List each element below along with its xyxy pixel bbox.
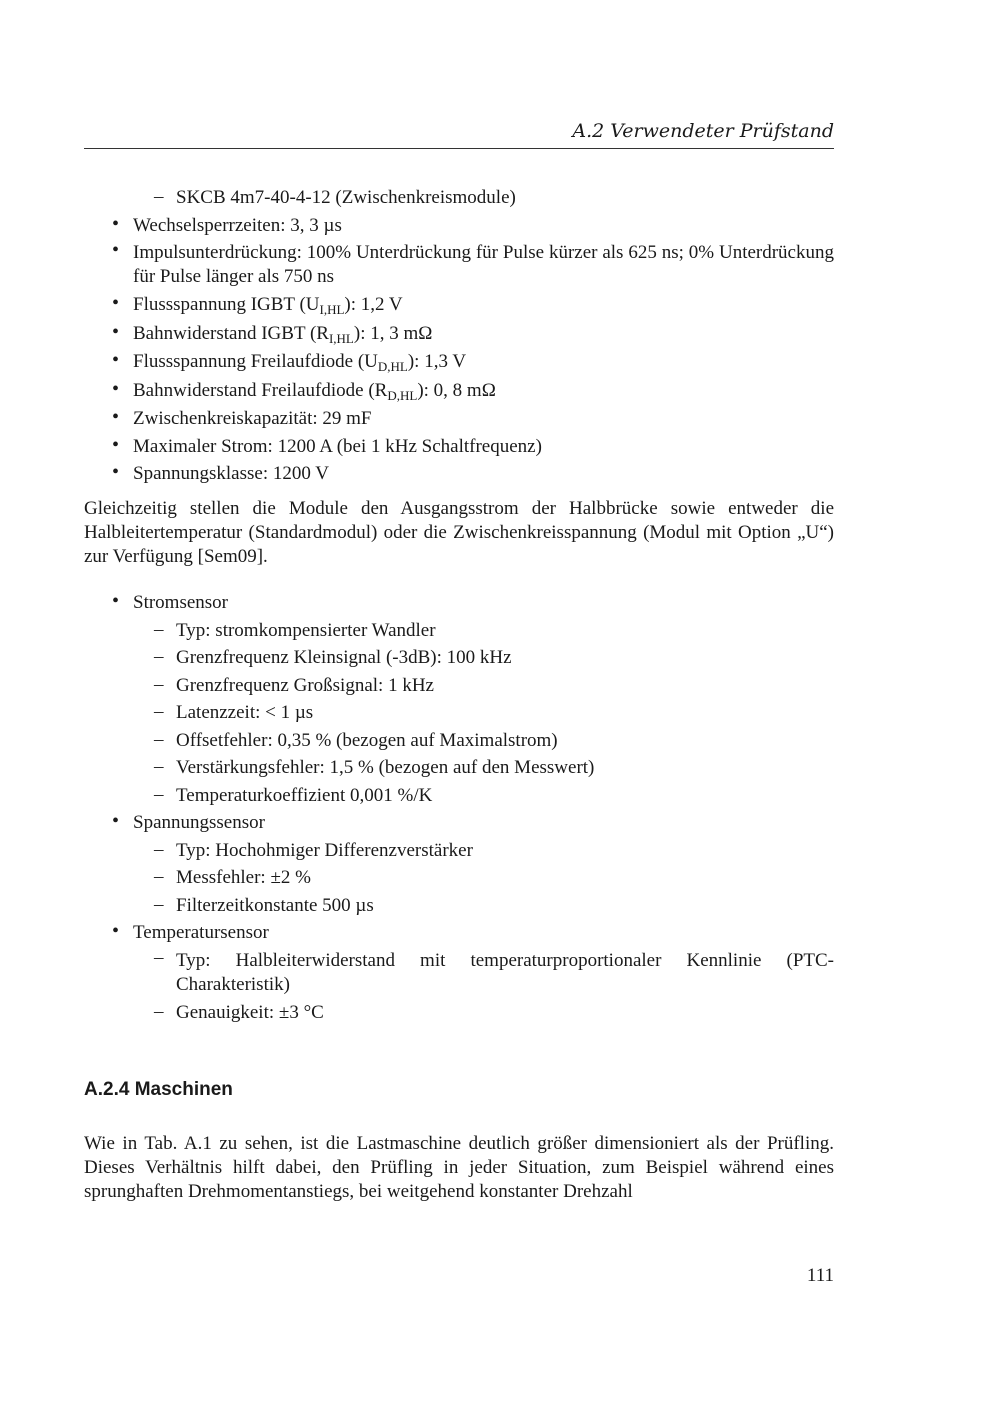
dash-marker: – [154,946,164,968]
bullet-marker: • [112,433,120,456]
list-item: • Temperatursensor [84,919,834,947]
list-item: • Stromsensor [84,589,834,617]
dash-marker: – [154,618,164,640]
list-item: • Bahnwiderstand Freilaufdiode $(R_{D,HL})$: 0, 8 mΩ [112,377,496,403]
header-rule [84,148,834,149]
dash-marker: – [154,728,164,750]
bullet-marker: • [112,212,120,235]
list-item: • Bahnwiderstand IGBT $(R_{I,HL})$: 1, 3 mΩ [112,320,433,346]
list-item: – Temperaturkoeffizient 0,001 %/K [84,782,834,810]
list-item: – Grenzfrequenz Kleinsignal (-3dB): 100 kHz [84,644,834,672]
list-item: – Typ: Halbleiterwiderstand mit temperaturproportionaler Kennlinie (PTC-Charakteristik) [154,946,834,995]
dash-marker: – [154,1000,164,1022]
list-item: – Genauigkeit: ±3 °C [84,999,834,1027]
paragraph: Gleichzeitig stellen die Module den Ausgangsstrom der Halbbrücke sowie entweder die Halbleitertemperatur (Standardmodul) oder die Zwischenkreisspannung (Modul mit Option „U“) zur Verfügung [Sem09]. [84,498,834,567]
sensor-list [84,589,834,1026]
dash-marker: – [154,838,164,860]
bullet-marker: • [112,461,120,483]
paragraph: Wie in Tab. A.1 zu sehen, ist die Lastmaschine deutlich größer dimensioniert als der Prüfling. Dieses Verhältnis hilft dabei, den Prüfling in jeder Situation, zum Beispiel während eines sprunghaften Drehmomentanstiegs, bei weitgehend konstanter Drehzahl [84,1133,834,1202]
bullet-marker: • [112,349,120,371]
bullet-marker: • [112,406,120,428]
section-title: A.2.4 Maschinen [84,1079,233,1100]
list-item: – Typ: stromkompensierter Wandler [84,617,834,645]
bullet-marker: • [112,320,120,343]
bullet-marker: • [112,810,120,832]
list-item: – Messfehler: ±2 % [84,864,834,892]
dash-marker: – [154,646,164,667]
bullet-marker: • [112,239,120,261]
dash-marker: – [154,186,164,207]
dash-marker: – [154,701,164,722]
list-item: – Grenzfrequenz Großsignal: 1 kHz [84,672,834,700]
list-item: • Wechselsperrzeiten: 3, 3 µs [84,212,834,240]
bullet-marker: • [112,292,120,314]
dash-marker: – [154,866,164,887]
list-item: • Zwischenkreiskapazität: 29 mF [84,405,834,433]
list-item: • Maximaler Strom: 1200 A (bei 1 kHz Schaltfrequenz) [84,433,834,461]
page-number: 111 [806,1265,834,1286]
list-item: • Impulsunterdrückung: 100% Unterdrückung für Pulse kürzer als 625 ns; 0% Unterdrückung für Pulse länger als 750 ns [112,239,834,287]
bullet-marker: • [112,590,120,612]
bullet-marker: • [112,920,120,942]
list-item: – SKCB 4m7-40-4-12 (Zwischenkreismodule) [84,184,834,212]
bullet-marker: • [112,377,120,400]
list-item: – Filterzeitkonstante 500 µs [84,892,834,920]
spec-list [84,184,834,488]
dash-marker: – [154,893,164,915]
list-item: • Spannungssensor [84,809,834,837]
list-item: – Latenzzeit: < 1 µs [84,699,834,727]
list-item: – Offsetfehler: 0,35 % (bezogen auf Maximalstrom) [84,727,834,755]
list-item: • Spannungsklasse: 1200 V [84,460,834,488]
dash-marker: – [154,756,164,777]
list-item: – Typ: Hochohmiger Differenzverstärker [84,837,834,865]
list-item: • Flussspannung Freilaufdiode $(U_{D,HL})$: 1,3 V [112,349,467,374]
list-item: – Verstärkungsfehler: 1,5 % (bezogen auf den Messwert) [84,754,834,782]
dash-marker: – [154,783,164,805]
running-header: A.2 Verwendeter Prüfstand [572,120,834,142]
dash-marker: – [154,673,164,695]
list-item: • Flussspannung IGBT $(U_{I,HL})$: 1,2 V [112,292,403,317]
